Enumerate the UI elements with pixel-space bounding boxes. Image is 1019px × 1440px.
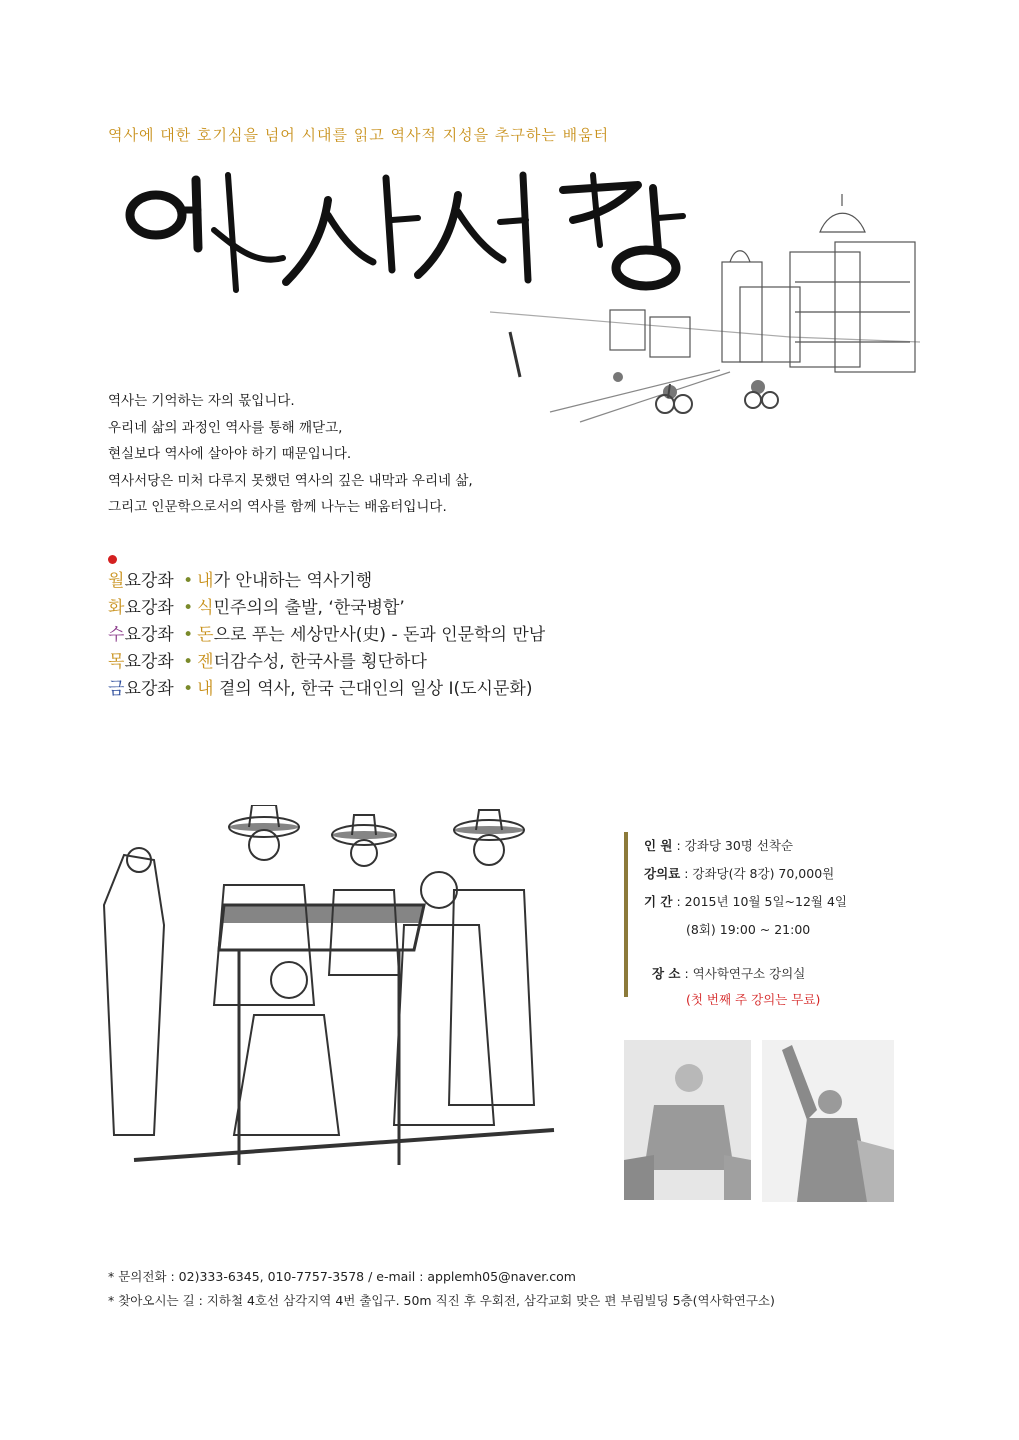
course-item — [108, 622, 545, 649]
course-list — [108, 568, 545, 703]
directions-info: * 찾아오시는 길 : 지하철 4호선 삼각지역 4번 출입구. 50m 직진 후 우회전, 삼각교회 맞은 편 부림빌딩 5층(역사학연구소) — [108, 1293, 775, 1308]
course-day: 금 — [108, 679, 125, 699]
intro-line: 그리고 인문학으로서의 역사를 함께 나누는 배움터입니다. — [108, 499, 447, 515]
bullet-icon: • — [183, 598, 194, 618]
course-item — [108, 568, 545, 595]
info-period-label: 기 간 — [644, 894, 673, 909]
course-suffix: 요강좌 — [124, 625, 174, 645]
bullet-icon: • — [183, 679, 194, 699]
course-item — [108, 595, 545, 622]
street-illustration — [490, 192, 920, 424]
bullet-icon: • — [183, 571, 194, 591]
course-item — [108, 676, 545, 703]
info-people-label: 인 원 — [644, 838, 673, 853]
course-suffix: 요강좌 — [124, 571, 174, 591]
course-suffix: 요강좌 — [124, 598, 174, 618]
info-place-value: : 역사학연구소 강의실 — [680, 966, 806, 981]
course-title-first: 내 — [197, 571, 214, 591]
info-place — [652, 964, 805, 982]
info-free-note: (첫 번째 주 강의는 무료) — [686, 992, 821, 1007]
intro-text — [108, 388, 473, 521]
info-box — [624, 832, 847, 1007]
info-people-value: : 강좌당 30명 선착순 — [672, 838, 794, 853]
info-period — [644, 892, 847, 910]
tagline: 역사에 대한 호기심을 넘어 시대를 읽고 역사적 지성을 추구하는 배움터 — [108, 126, 610, 144]
historic-people-illustration — [94, 805, 564, 1180]
course-title-rest: 더감수성, 한국사를 횡단하다 — [213, 652, 427, 672]
intro-line: 역사는 기억하는 자의 몫입니다. — [108, 393, 295, 409]
course-title-rest: 가 안내하는 역사기행 — [213, 571, 373, 591]
info-place-label: 장 소 — [652, 966, 681, 981]
course-title-first: 내 — [197, 679, 214, 699]
statue-photo — [762, 1040, 894, 1202]
info-period-time: (8회) 19:00 ~ 21:00 — [686, 922, 811, 937]
course-day: 수 — [108, 625, 125, 645]
course-title-rest: 으로 푸는 세상만사(史) - 돈과 인문학의 만남 — [213, 625, 546, 645]
info-fee — [644, 864, 834, 882]
course-suffix: 요강좌 — [124, 652, 174, 672]
info-fee-label: 강의료 — [644, 866, 681, 881]
course-day: 목 — [108, 652, 125, 672]
intro-line: 현실보다 역사에 살아야 하기 때문입니다. — [108, 446, 352, 462]
course-day: 월 — [108, 571, 125, 591]
course-item — [108, 649, 545, 676]
course-title-first: 식 — [197, 598, 214, 618]
info-period-value: : 2015년 10월 5일~12월 4일 — [672, 894, 847, 909]
red-dot-icon — [108, 555, 117, 564]
bullet-icon: • — [183, 625, 194, 645]
course-title-rest: 곁의 역사, 한국 근대인의 일상 Ⅰ(도시문화) — [213, 679, 533, 699]
course-title-first: 젠 — [197, 652, 214, 672]
contact-info: * 문의전화 : 02)333-6345, 010-7757-3578 / e-mail : applemh05@naver.com — [108, 1269, 576, 1284]
course-day: 화 — [108, 598, 125, 618]
course-title-first: 돈 — [197, 625, 214, 645]
intro-line: 역사서당은 미처 다루지 못했던 역사의 깊은 내막과 우리네 삶, — [108, 472, 473, 489]
info-people — [644, 836, 793, 854]
course-suffix: 요강좌 — [124, 679, 174, 699]
bullet-icon: • — [183, 652, 194, 672]
intro-line: 우리네 삶의 과정인 역사를 통해 깨닫고, — [108, 419, 343, 436]
info-fee-value: : 강좌당(각 8강) 70,000원 — [680, 866, 835, 881]
portrait-photo — [624, 1040, 751, 1200]
course-title-rest: 민주의의 출발, ‘한국병합’ — [213, 598, 405, 618]
